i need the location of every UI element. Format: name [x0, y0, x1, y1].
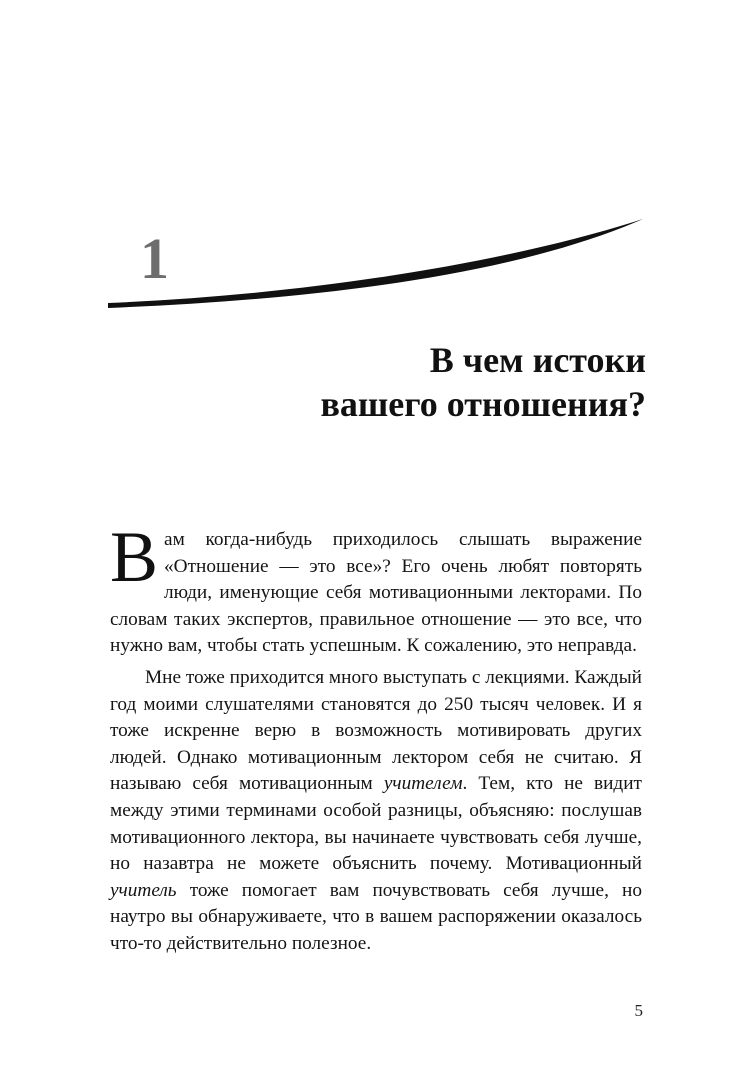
paragraph-1-text: ам когда-нибудь приходилось слышать выражение «Отношение — это все»? Его очень любят повторять люди, именующие себя мотивационными лекторами. По словам таких экспертов, правильное отношение — это все, что нужно вам, чтобы стать успешным. К сожалению, это неправда. [110, 529, 642, 657]
paragraph-1 [110, 517, 642, 660]
chapter-number: 1 [140, 226, 169, 291]
emphasis-teacher-2: учитель [110, 879, 177, 901]
emphasis-teacher-1: учителем [383, 773, 463, 795]
chapter-swoosh-decoration [0, 0, 756, 340]
paragraph-2-part-1: Мне тоже приходится много выступать с лекциями. Каждый год моими слушателями становятся до 250 тысяч человек. И я тоже искренне верю в возможность мотивировать других людей. Однако мотивационным лектором себя не считаю. Я называю себя мотивационным [110, 666, 642, 795]
chapter-title-line-1: В чем истоки [429, 340, 646, 380]
paragraph-2-part-2: . Тем, кто не видит между этими терминами особой разницы, объясняю: послушав мотивационного лектора, вы начинаете чувствовать себя лучше, но назавтра не можете объяснить почему. Мотивационный [110, 773, 642, 875]
drop-cap: В [110, 517, 159, 597]
paragraph-2-part-3: тоже помогает вам почувствовать себя лучше, но наутро вы обнаруживаете, что в вашем распоряжении оказалось что-то действительно полезное. [110, 879, 642, 954]
chapter-title [106, 338, 646, 426]
body-text [110, 517, 642, 958]
paragraph-2 [110, 665, 642, 958]
chapter-title-line-2: вашего отношения? [320, 384, 646, 424]
page-number: 5 [634, 1001, 643, 1020]
